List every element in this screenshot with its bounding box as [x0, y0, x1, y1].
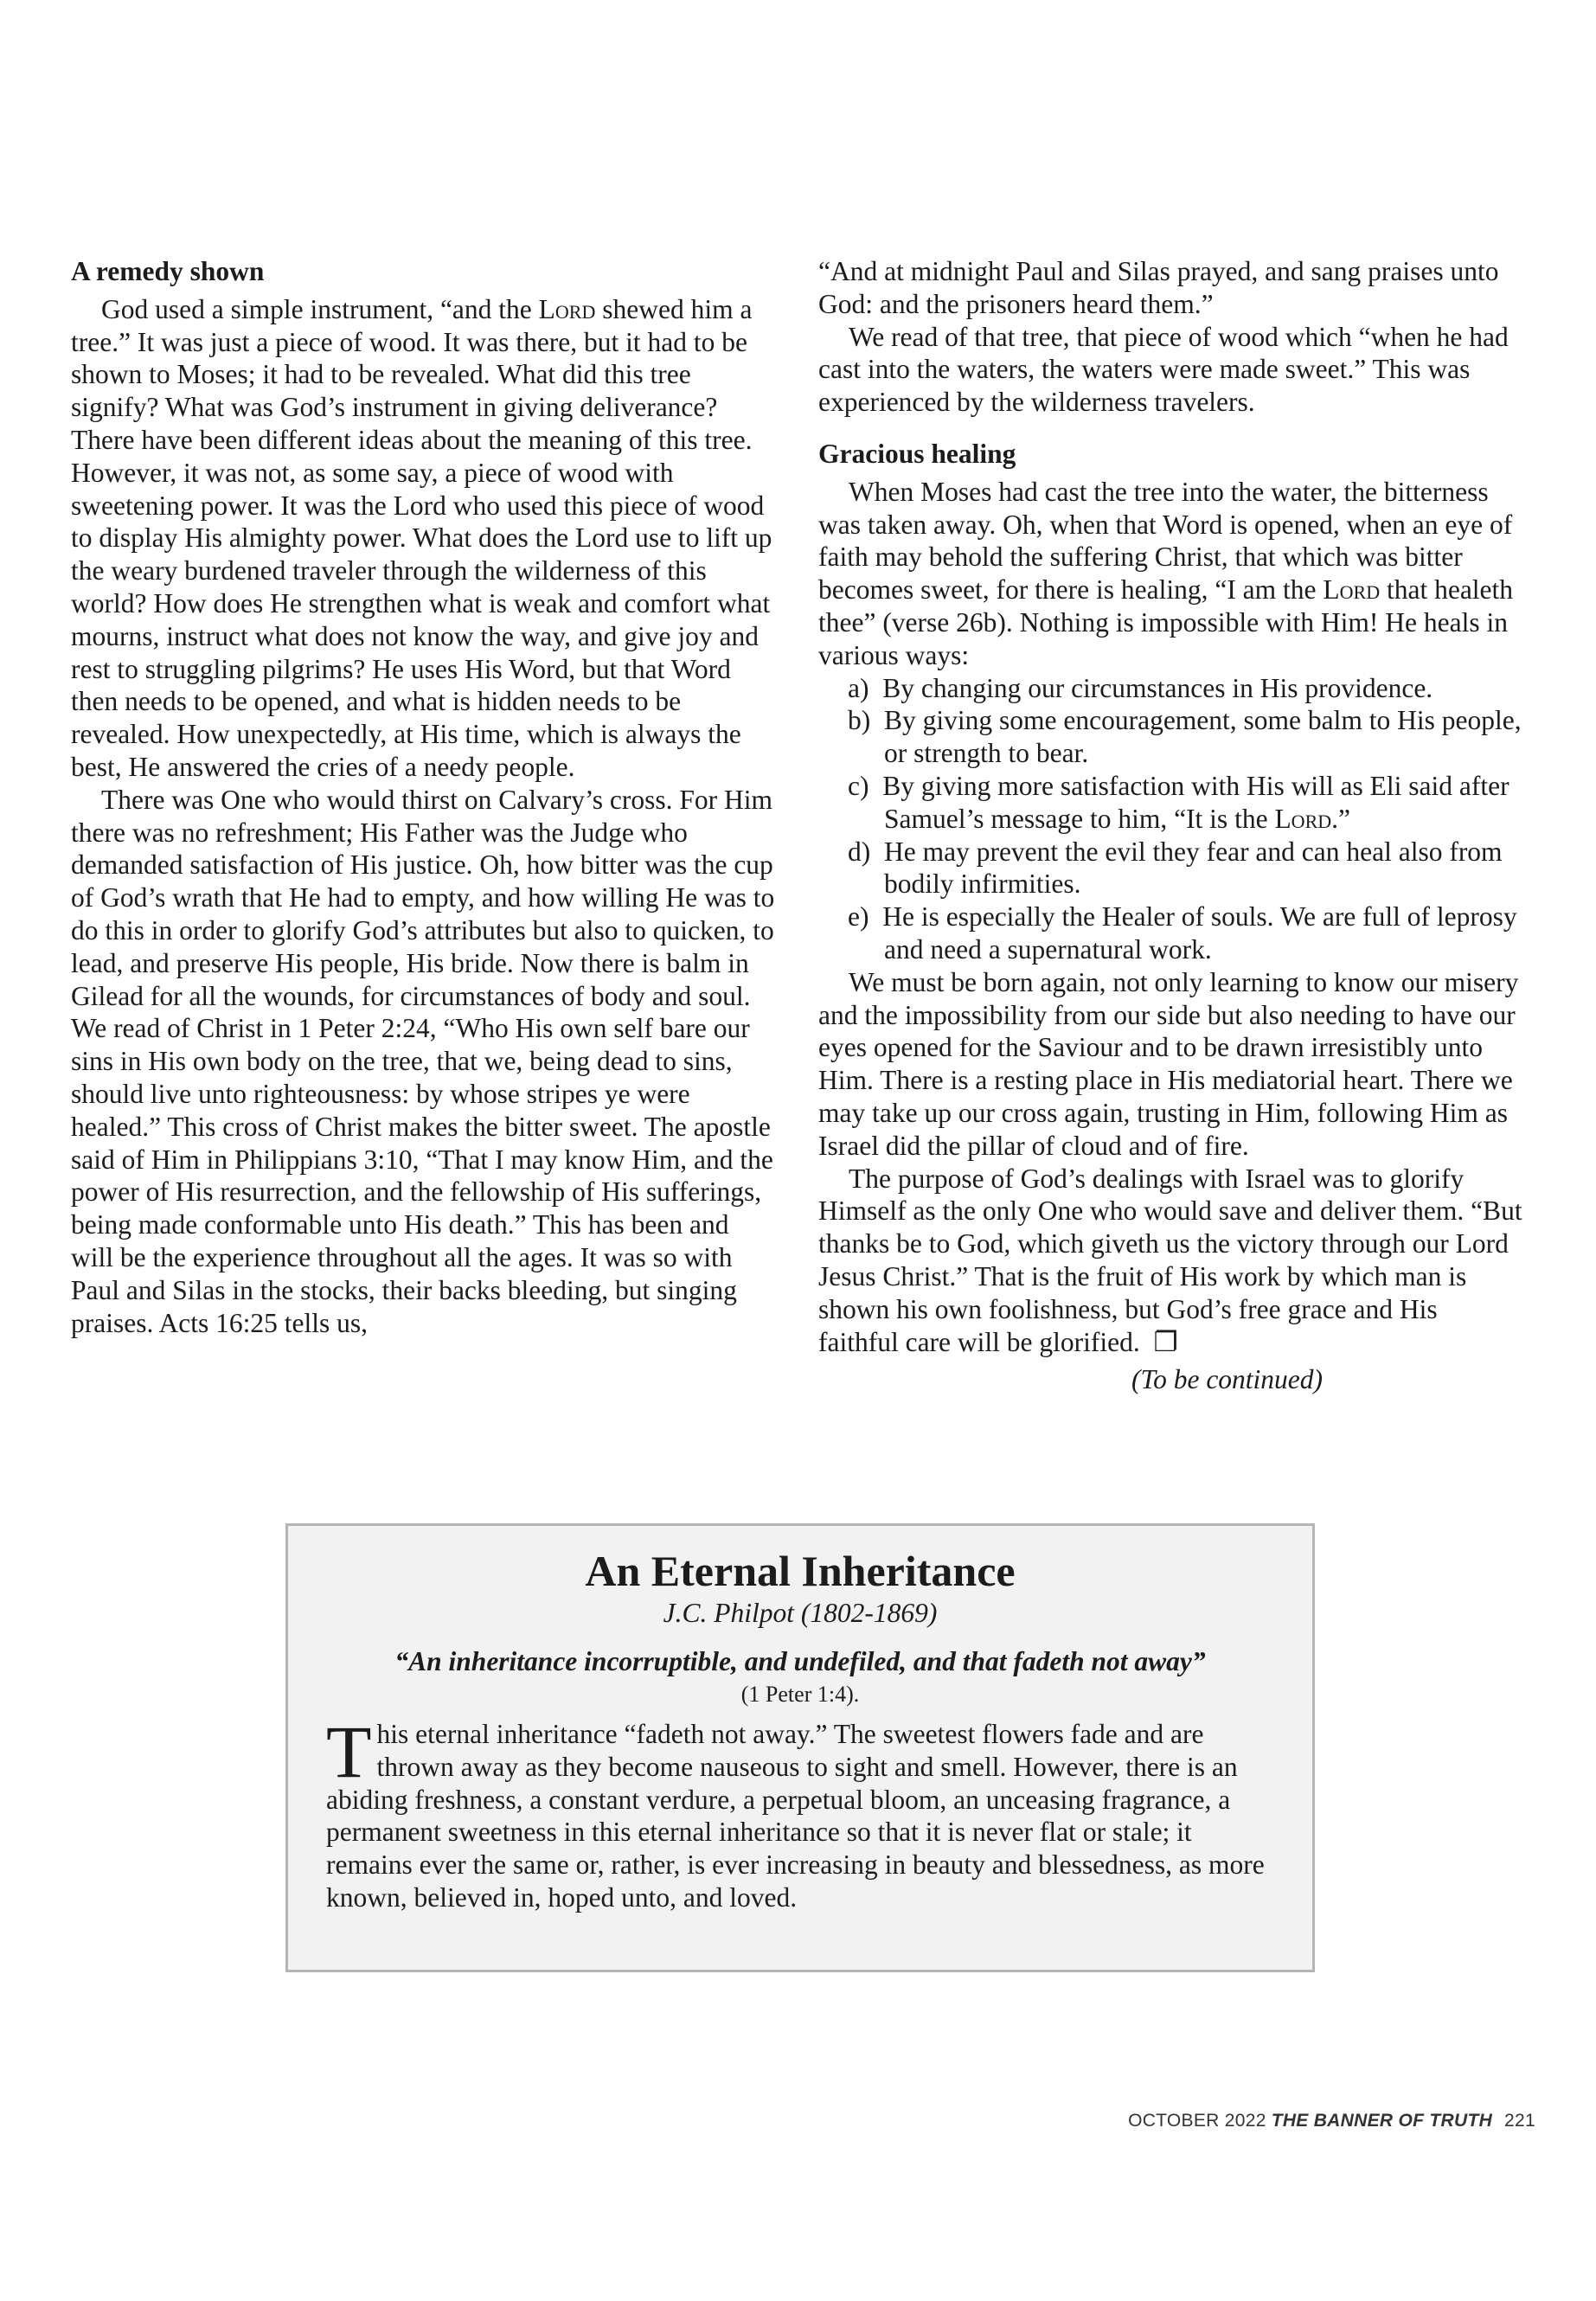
sidebar-body-text: his eternal inheritance “fadeth not away.” The sweetest flowers fade and are thrown away as they become nauseous to sight and smell. However, there is an abiding freshness, a constant verdure, a perpetual bloom, an unceasing fragrance, a permanent sweetness in this eternal inheritance so that it is never flat or stale; it remains ever the same or, rather, is ever increasing in beauty and blessedness, as more known, believed in, hoped unto, and loved.	[326, 1719, 1265, 1913]
paragraph: We read of that tree, that piece of wood which “when he had cast into the waters, the waters were made sweet.” This was experienced by the wilderness travelers.	[818, 321, 1509, 418]
list-item-text: By changing our circumstances in His providence.	[882, 672, 1433, 703]
text-run: that healeth thee” (verse 26b). Nothing is impossible with Him! He heals in various ways:	[818, 574, 1514, 670]
list-marker: c)	[848, 770, 869, 801]
section-heading-remedy-shown: A remedy shown	[71, 256, 265, 286]
sidebar-box	[285, 1523, 1315, 1972]
paragraph: There was One who would thirst on Calvary’s cross. For Him there was no refreshment; His Father was the Judge who demanded satisfaction of His justice. Oh, how bitter was the cup of God’s wrath that He had to empty, and how willing He was to do this in order to glorify God’s attributes but also to quicken, to lead, and preserve His people, His bride. Now there is balm in Gilead for all the wounds, for circumstances of body and soul. We read of Christ in 1 Peter 2:24, “Who His own self bare our sins in His own body on the tree, that we, being dead to sins, should live unto righteousness: by whose stripes ye were healed.” This cross of Christ makes the bitter sweet. The apostle said of Him in Philippians 3:10, “That I may know Him, and the power of His resurrection, and the fellowship of His sufferings, being made conformable unto His death.” This has been and will be the experience throughout all the ages. It was so with Paul and Silas in the stocks, their backs bleeding, but singing praises. Acts 16:25 tells us,	[71, 784, 775, 1338]
paragraph: We must be born again, not only learning to know our misery and the impossibility from our side but also needing to have our eyes opened for the Saviour and to be drawn irresistibly unto Him. There is a resting place in His mediatorial heart. There we may take up our cross again, trusting in Him, following Him as Israel did the pillar of cloud and of fire.	[818, 966, 1519, 1161]
drop-cap: T	[326, 1710, 372, 1793]
end-of-article-icon: ❐	[1153, 1326, 1178, 1357]
healing-ways-list	[818, 672, 1523, 966]
lord-small-caps: Lord	[1323, 574, 1381, 606]
list-marker: b)	[848, 705, 871, 736]
paragraph: “And at midnight Paul and Silas prayed, and sang praises unto God: and the prisoners heard them.”	[818, 256, 1499, 319]
sidebar-reference: (1 Peter 1:4).	[740, 1682, 860, 1707]
publication-name: THE BANNER OF TRUTH	[1271, 2111, 1493, 2131]
page-number: 221	[1504, 2111, 1535, 2131]
text-run: When Moses had cast the tree into the water, the bitterness was taken away. Oh, when that Word is opened, when an eye of faith may behold the suffering Christ, that which was bitter becomes sweet, for there is healing, “I am the	[818, 476, 1513, 606]
list-marker: e)	[848, 901, 869, 933]
paragraph	[818, 1163, 1523, 1359]
sidebar-author: J.C. Philpot (1802-1869)	[663, 1598, 938, 1628]
lord-small-caps: Lord	[538, 293, 596, 324]
list-item-text: By giving some encouragement, some balm to His people, or strength to bear.	[884, 705, 1522, 769]
right-column	[818, 255, 1523, 1396]
list-item	[818, 770, 1523, 836]
list-marker: a)	[848, 672, 869, 703]
list-item-text: .”	[1331, 803, 1350, 834]
list-item-text: He is especially the Healer of souls. We are full of leprosy and need a supernatural work.	[882, 901, 1517, 965]
section-heading-gracious-healing: Gracious healing	[818, 438, 1016, 469]
sidebar-title: An Eternal Inheritance	[585, 1547, 1016, 1595]
list-item	[818, 901, 1523, 966]
list-item-text: He may prevent the evil they fear and can heal also from bodily infirmities.	[884, 836, 1503, 900]
text-run: The purpose of God’s dealings with Israel was to glorify Himself as the only One who would save and deliver them. “But thanks be to God, which giveth us the victory through our Lord Jesus Christ.” That is the fruit of His work by which man is shown his own foolishness, but God’s free grace and His faithful care will be glorified.	[818, 1163, 1522, 1357]
list-marker: d)	[848, 836, 871, 867]
list-item	[818, 672, 1523, 705]
text-run: God used a simple instrument, “and the	[101, 293, 539, 324]
text-run: shewed him a tree.” It was just a piece of wood. It was there, but it had to be shown to Moses; it had to be revealed. What did this tree signify? What was God’s instrument in giving deliverance? There have been different ideas about the meaning of this tree. However, it was not, as some say, a piece of wood with sweetening power. It was the Lord who used this piece of wood to display His almighty power. What does the Lord use to lift up the weary burdened traveler through the wilderness of this world? How does He strengthen what is weak and comfort what mourns, instruct what does not know the way, and give joy and rest to struggling pilgrims? He uses His Word, but that Word then needs to be opened, and what is hidden needs to be revealed. How unexpectedly, at His time, which is always the best, He answered the cries of a needy people.	[71, 293, 772, 782]
list-item-text: By giving more satisfaction with His will as Eli said after Samuel’s message to him, “It is the	[882, 770, 1509, 834]
list-item	[818, 704, 1523, 770]
sidebar-epigraph: “An inheritance incorruptible, and undefiled, and that fadeth not away”	[394, 1646, 1206, 1676]
left-column	[71, 255, 776, 1339]
sidebar-body	[326, 1710, 1274, 1914]
list-item	[818, 836, 1523, 901]
to-be-continued-note: (To be continued)	[1131, 1364, 1324, 1395]
lord-small-caps: Lord	[1274, 803, 1332, 834]
issue-date: OCTOBER 2022	[1128, 2111, 1266, 2131]
paragraph	[818, 476, 1523, 672]
page-footer	[1128, 2111, 1535, 2131]
paragraph	[71, 293, 776, 784]
